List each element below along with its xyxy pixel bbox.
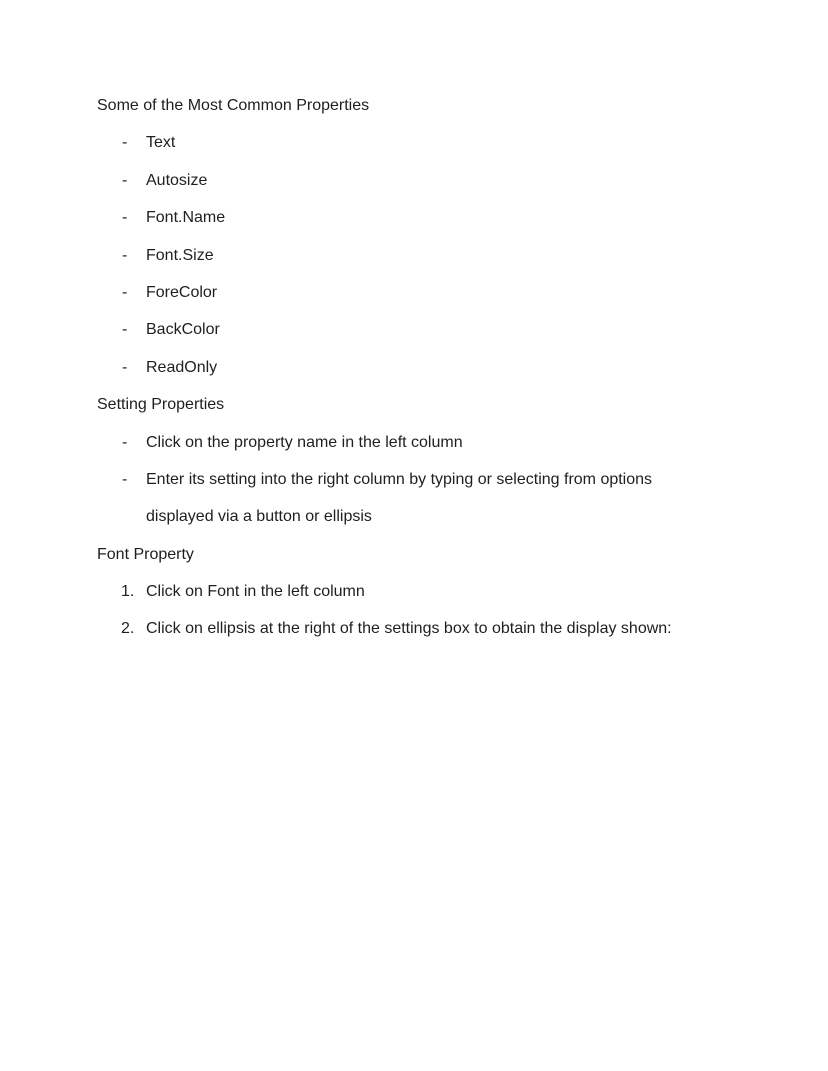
list-item — [97, 162, 788, 199]
numbered-item — [97, 610, 788, 647]
item-number: 1. — [121, 583, 135, 601]
item-number: 2. — [121, 620, 135, 638]
dash-bullet: - — [122, 283, 128, 301]
list-item-text: Font.Size — [146, 246, 214, 264]
dash-bullet: - — [122, 209, 128, 227]
list-item — [97, 349, 788, 386]
font-property-steps — [97, 573, 788, 648]
list-item — [97, 199, 788, 236]
list-item-text: Font.Name — [146, 209, 226, 227]
dash-bullet: - — [122, 433, 128, 451]
list-item-text: ForeColor — [146, 283, 218, 301]
list-item-text: Autosize — [146, 171, 208, 189]
list-item-text: Enter its setting into the right column by typing or selecting from options — [146, 470, 653, 488]
dash-bullet: - — [122, 246, 128, 264]
dash-bullet: - — [122, 358, 128, 376]
list-item-text: displayed via a button or ellipsis — [146, 508, 372, 526]
dash-bullet: - — [122, 470, 128, 488]
list-item-text: Click on the property name in the left column — [146, 433, 463, 451]
common-properties-list — [97, 124, 788, 386]
list-item — [97, 311, 788, 348]
list-item-text: BackColor — [146, 321, 220, 339]
list-item — [97, 124, 788, 161]
dash-bullet: - — [122, 134, 128, 152]
list-item-text: Text — [146, 134, 176, 152]
list-item — [97, 461, 788, 498]
list-item — [97, 424, 788, 461]
heading-setting-properties: Setting Properties — [97, 396, 225, 414]
list-item — [97, 274, 788, 311]
numbered-item-text: Click on Font in the left column — [146, 583, 365, 601]
list-item-text: ReadOnly — [146, 358, 218, 376]
heading-common-properties: Some of the Most Common Properties — [97, 97, 370, 114]
numbered-item — [97, 573, 788, 610]
list-item-continuation — [97, 498, 788, 535]
heading-font-property: Font Property — [97, 545, 194, 563]
numbered-item-text: Click on ellipsis at the right of the settings box to obtain the display shown: — [146, 620, 672, 638]
dash-bullet: - — [122, 171, 128, 189]
list-item — [97, 237, 788, 274]
document-content — [97, 87, 788, 648]
dash-bullet: - — [122, 321, 128, 339]
setting-properties-list — [97, 424, 788, 536]
